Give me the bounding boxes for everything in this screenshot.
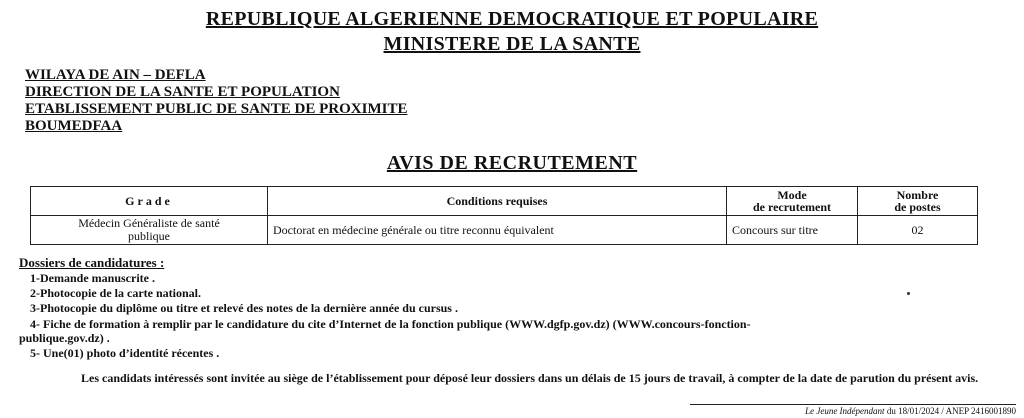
cell-grade-line1: Médecin Généraliste de santé bbox=[78, 216, 220, 230]
dossier-item-continuation: publique.gov.dz) . bbox=[19, 331, 110, 345]
header-postes-line2: de postes bbox=[894, 200, 941, 214]
header-postes-line1: Nombre bbox=[896, 188, 939, 202]
header-republic: REPUBLIQUE ALGERIENNE DEMOCRATIQUE ET POPULAIRE bbox=[205, 8, 819, 30]
footer-details: du 18/01/2024 / ANEP 2416001890 bbox=[884, 406, 1016, 416]
header-ministry: MINISTERE DE LA SANTE bbox=[383, 33, 641, 55]
dossier-item: 1-Demande manuscrite . bbox=[30, 271, 155, 285]
cell-mode: Concours sur titre bbox=[727, 216, 858, 245]
footer-publication: Le Jeune Indépendant bbox=[805, 406, 885, 416]
publication-footer bbox=[690, 404, 1016, 418]
recruitment-table bbox=[30, 186, 978, 245]
dossiers-heading: Dossiers de candidatures : bbox=[19, 255, 165, 270]
header-mode-line1: Mode bbox=[777, 188, 807, 202]
dossier-item: 5- Une(01) photo d’identité récentes . bbox=[30, 346, 220, 360]
speck-mark bbox=[907, 292, 910, 295]
table-row bbox=[31, 216, 978, 245]
org-commune: BOUMEDFAA bbox=[25, 118, 123, 134]
cell-grade bbox=[31, 216, 268, 245]
dossier-item: 2-Photocopie de la carte national. bbox=[30, 286, 201, 300]
cell-postes: 02 bbox=[858, 216, 978, 245]
page-title: AVIS DE RECRUTEMENT bbox=[386, 152, 638, 174]
org-direction: DIRECTION DE LA SANTE ET POPULATION bbox=[25, 84, 340, 100]
header-grade: Grade bbox=[31, 187, 268, 216]
header-mode-line2: de recrutement bbox=[752, 200, 832, 214]
table-header-row bbox=[31, 187, 978, 216]
header-postes bbox=[858, 187, 978, 216]
org-wilaya: WILAYA DE AIN – DEFLA bbox=[25, 67, 206, 83]
header-conditions: Conditions requises bbox=[268, 187, 727, 216]
cell-conditions: Doctorat en médecine générale ou titre reconnu équivalent bbox=[268, 216, 727, 245]
org-etablissement: ETABLISSEMENT PUBLIC DE SANTE DE PROXIMITE bbox=[25, 101, 408, 117]
cell-grade-line2: publique bbox=[128, 229, 170, 243]
header-mode bbox=[727, 187, 858, 216]
dossier-item: 3-Photocopie du diplôme ou titre et relevé des notes de la dernière année du cursus . bbox=[30, 301, 458, 315]
closing-paragraph: Les candidats intéressés sont invitée au siège de l’établissement pour déposé leur dossiers dans un délais de 15 jours de travail, à compter de la date de parution du présent avis. bbox=[81, 371, 979, 385]
dossier-item: 4- Fiche de formation à remplir par le candidature du cite d’Internet de la fonction publique (WWW.dgfp.gov.dz) (WWW.concours-fonction- bbox=[30, 317, 751, 331]
